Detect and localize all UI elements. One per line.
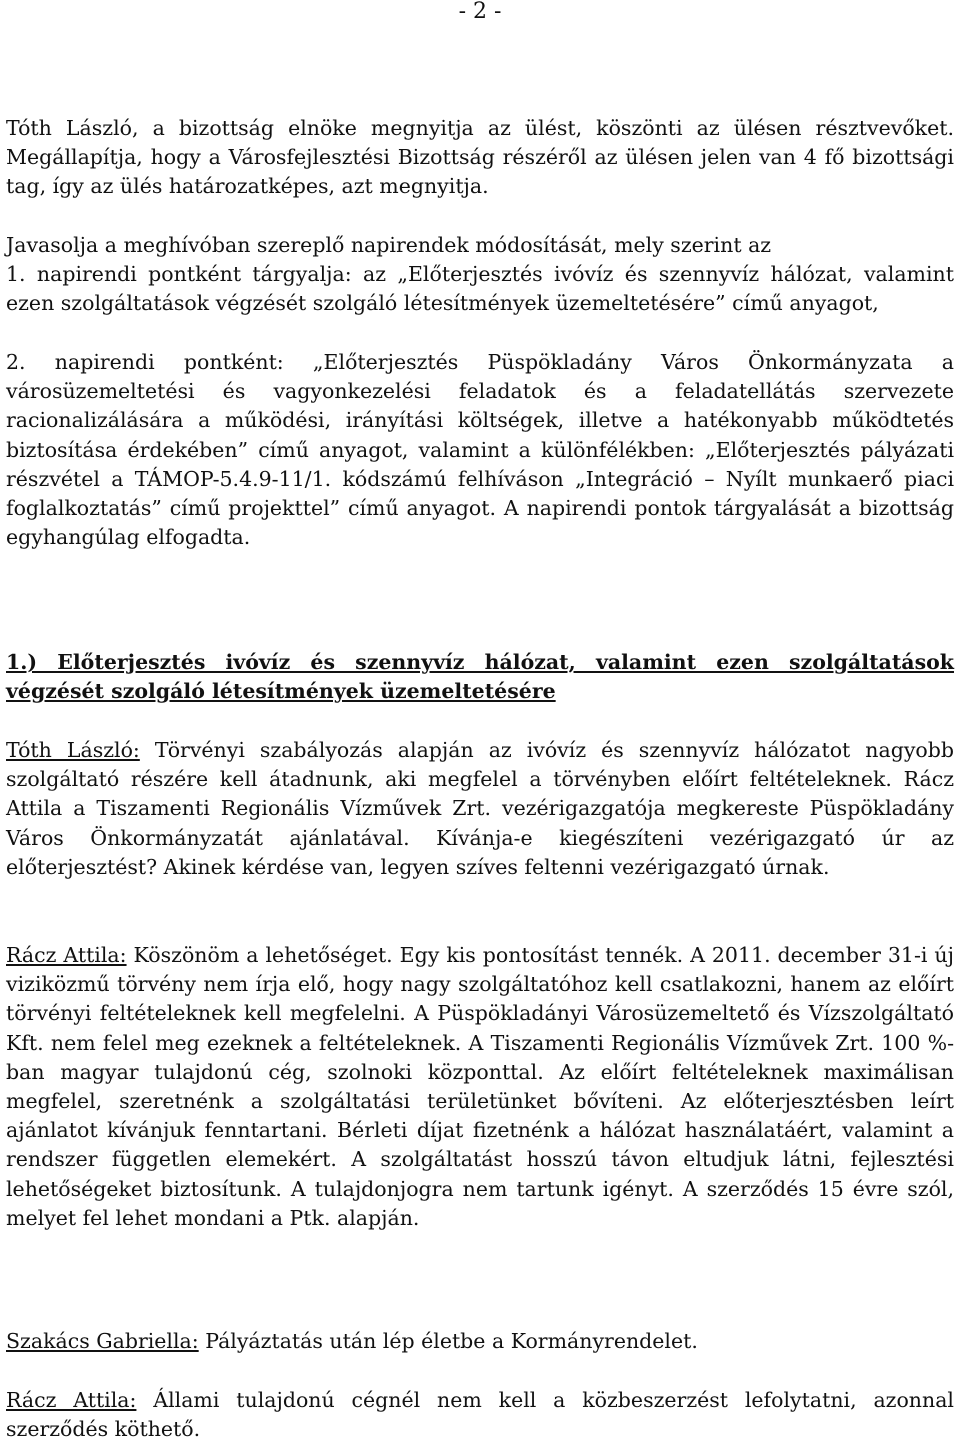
statement-racz-attila-1 bbox=[6, 941, 954, 1233]
speaker-name: Rácz Attila: bbox=[6, 1388, 137, 1412]
statement-text: Állami tulajdonú cégnél nem kell a közbeszerzést lefolytatni, azonnal szerződés köthető. bbox=[6, 1388, 954, 1442]
section-heading-1: 1.) Előterjesztés ivóvíz és szennyvíz hálózat, valamint ezen szolgáltatások végzését szolgáló létesítmények üzemeltetésére bbox=[6, 650, 954, 704]
page-number: - 2 - bbox=[458, 0, 502, 24]
intro-agenda-item-1: 1. napirendi pontként tárgyalja: az „Előterjesztés ivóvíz és szennyvíz hálózat, valamint ezen szolgáltatások végzését szolgáló létesítmények üzemeltetésére” című anyagot, bbox=[6, 262, 954, 316]
statement-racz-attila-2 bbox=[6, 1386, 954, 1444]
statement-text: Köszönöm a lehetőséget. Egy kis pontosítást tennék. A 2011. december 31-i új viziközmű törvény nem írja elő, hogy nagy szolgáltatóhoz kell csatlakozni, hanem az előírt törvényi feltételeknek kell megfelelni. A Püspökladányi Városüzemeltető és Vízszolgáltató Kft. nem felel meg ezeknek a feltételeknek. A Tiszamenti Regionális Vízművek Zrt. 100 %-ban magyar tulajdonú cég, szolnoki központtal. Az előírt feltételeknek maximálisan megfelel, szeretnénk a szolgáltatási területünket bővíteni. Az előterjesztésben leírt ajánlatot kívánjuk fenntartani. Bérleti díjat fizetnénk a hálózat használatáért, valamint a rendszer független elemekért. A szolgáltatást hosszú távon eltudjuk látni, fejlesztési lehetőségeket biztosítunk. A tulajdonjogra nem tartunk igényt. A szerződés 15 évre szól, melyet fel lehet mondani a Ptk. alapján. bbox=[6, 943, 954, 1230]
statement-text: Törvényi szabályozás alapján az ivóvíz és szennyvíz hálózatot nagyobb szolgáltató részére kell átadnunk, aki megfelel a törvényben előírt feltételeknek. Rácz Attila a Tiszamenti Regionális Vízművek Zrt. vezérigazgatója megkereste Püspökladány Város Önkormányzatát ajánlatával. Kívánja-e kiegészíteni vezérigazgató úr az előterjesztést? Akinek kérdése van, legyen szíves feltenni vezérigazgató úrnak. bbox=[6, 738, 955, 879]
statement-text: Pályáztatás után lép életbe a Kormányrendelet. bbox=[198, 1329, 698, 1353]
statement-szakacs-gabriella bbox=[6, 1327, 954, 1356]
speaker-name: Tóth László: bbox=[6, 738, 140, 762]
speaker-name: Rácz Attila: bbox=[6, 943, 127, 967]
statement-toth-laszlo bbox=[6, 736, 954, 882]
intro-agenda-item-2: 2. napirendi pontként: „Előterjesztés Püspökladány Város Önkormányzata a városüzemeltetési és vagyonkezelési feladatok és a feladatellátás szervezete racionalizálására a működési, irányítási költségek, illetve a hatékonyabb működtetés biztosítása érdekében” című anyagot, valamint a különfélékben: „Előterjesztés pályázati részvétel a TÁMOP-5.4.9-11/1. kódszámú felhíváson „Integráció – Nyílt munkaerő piaci foglalkoztatás” című projekttel” című anyagot. A napirendi pontok tárgyalását a bizottság egyhangúlag elfogadta. bbox=[6, 350, 954, 550]
intro-paragraph-agenda-proposal: Javasolja a meghívóban szereplő napirendek módosítását, mely szerint az bbox=[6, 233, 772, 257]
speaker-name: Szakács Gabriella: bbox=[6, 1329, 199, 1353]
intro-paragraph-opening: Tóth László, a bizottság elnöke megnyitja az ülést, köszönti az ülésen résztvevőket. Megállapítja, hogy a Városfejlesztési Bizottság részéről az ülésen jelen van 4 fő bizottsági tag, így az ülés határozatképes, azt megnyitja. bbox=[6, 116, 954, 199]
